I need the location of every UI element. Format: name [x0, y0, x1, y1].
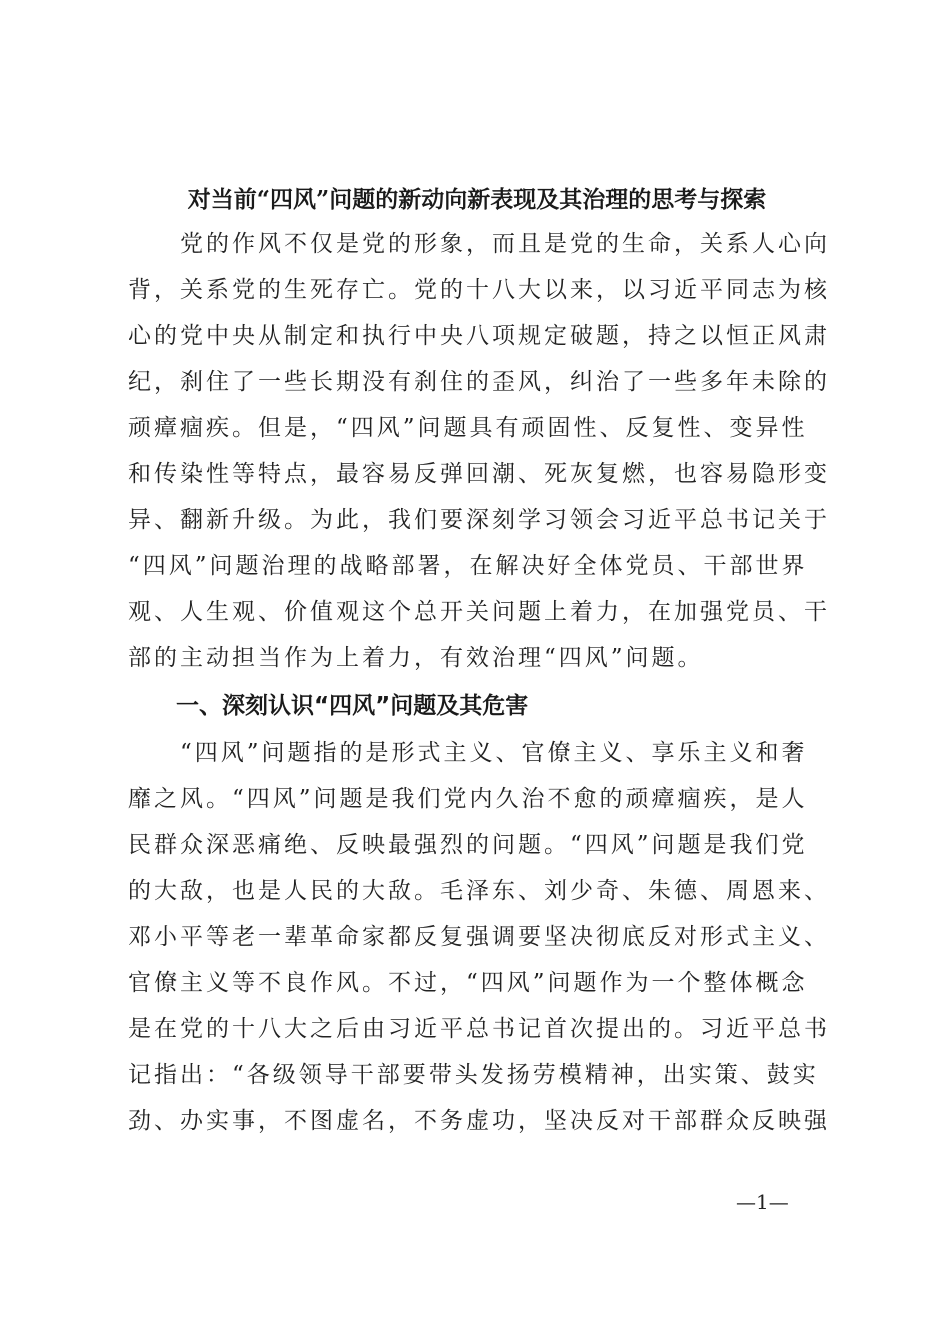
paragraph-line: 心的党中央从制定和执行中央八项规定破题，持之以恒正风肃: [128, 323, 830, 349]
paragraph-line: 和传染性等特点，最容易反弹回潮、死灰复燃，也容易隐形变: [128, 461, 830, 487]
paragraph-line: 民群众深恶痛绝、反映最强烈的问题。“四风”问题是我们党: [128, 832, 808, 858]
document-title: 对当前“四风”问题的新动向新表现及其治理的思考与探索: [187, 186, 767, 213]
paragraph-line: 部的主动担当作为上着力，有效治理“四风”问题。: [128, 645, 704, 671]
paragraph-line: 靡之风。“四风”问题是我们党内久治不愈的顽瘴痼疾，是人: [128, 786, 808, 812]
section1-paragraph: [128, 730, 830, 1144]
paragraph-line: 观、人生观、价值观这个总开关问题上着力，在加强党员、干: [128, 599, 830, 625]
paragraph-line: 异、翻新升级。为此，我们要深刻学习领会习近平总书记关于: [128, 507, 830, 533]
intro-paragraph: [128, 221, 830, 681]
paragraph-line: 党的作风不仅是党的形象，而且是党的生命，关系人心向: [128, 231, 830, 257]
section-heading: 一、深刻认识“四风”问题及其危害: [176, 693, 529, 719]
paragraph-line: 官僚主义等不良作风。不过，“四风”问题作为一个整体概念: [128, 970, 808, 996]
paragraph-line: 劲、办实事，不图虚名，不务虚功，坚决反对干部群众反映强: [128, 1108, 830, 1134]
paragraph-line: “四风”问题指的是形式主义、官僚主义、享乐主义和奢: [128, 740, 808, 766]
paragraph-line: 的大敌，也是人民的大敌。毛泽东、刘少奇、朱德、周恩来、: [128, 878, 830, 904]
paragraph-line: 记指出：“各级领导干部要带头发扬劳模精神，出实策、鼓实: [128, 1062, 819, 1088]
paragraph-line: 背，关系党的生死存亡。党的十八大以来，以习近平同志为核: [128, 277, 830, 303]
paragraph-line: 邓小平等老一辈革命家都反复强调要坚决彻底反对形式主义、: [128, 924, 830, 950]
paragraph-line: 顽瘴痼疾。但是，“四风”问题具有顽固性、反复性、变异性: [128, 415, 808, 441]
paragraph-line: 纪，刹住了一些长期没有刹住的歪风，纠治了一些多年未除的: [128, 369, 830, 395]
page-number: —1—: [736, 1190, 789, 1214]
paragraph-line: 是在党的十八大之后由习近平总书记首次提出的。习近平总书: [128, 1016, 830, 1042]
paragraph-line: “四风”问题治理的战略部署，在解决好全体党员、干部世界: [128, 553, 808, 579]
